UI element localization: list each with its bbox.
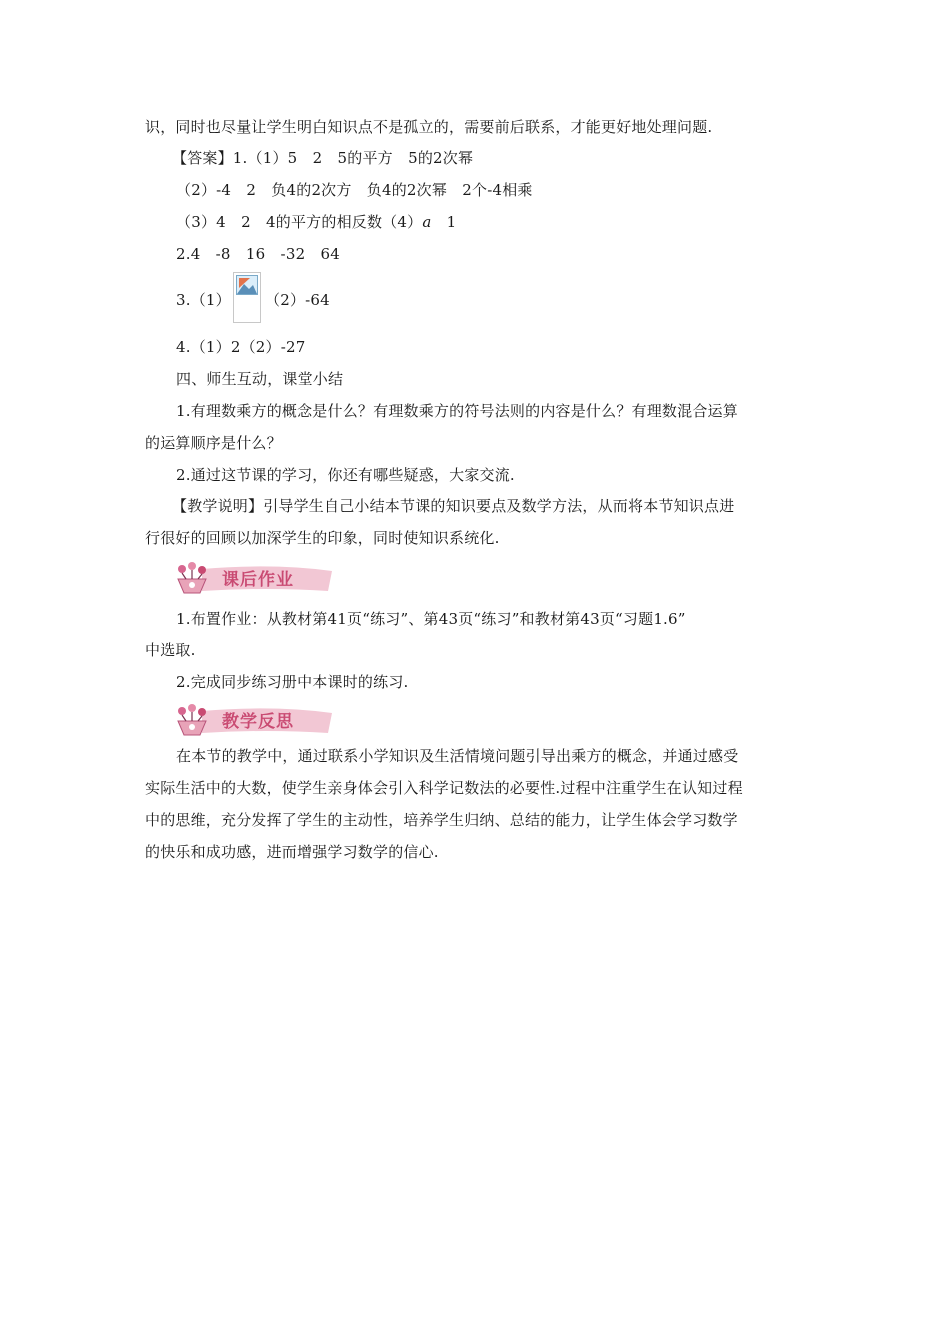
answer-line-1: 【答案】1.（1）5 2 5的平方 5的2次幂 xyxy=(172,149,474,167)
answer-line-4: 2.4 -8 16 -32 64 xyxy=(176,245,340,263)
answer-line-3-pre: （3）4 2 4的平方的相反数（4） xyxy=(176,213,423,231)
reflection-line-1: 在本节的教学中，通过联系小学知识及生活情境问题引导出乘方的概念，并通过感受 xyxy=(176,747,739,765)
answer-line-5-post: （2）-64 xyxy=(265,291,330,309)
answer-line-6: 4.（1）2（2）-27 xyxy=(176,338,306,356)
reflection-line-2: 实际生活中的大数，使学生亲身体会引入科学记数法的必要性.过程中注重学生在认知过程 xyxy=(145,779,743,797)
image-placeholder xyxy=(233,272,261,323)
question-2: 2.通过这节课的学习，你还有哪些疑惑，大家交流. xyxy=(176,466,515,484)
reflection-line-3: 中的思维，充分发挥了学生的主动性，培养学生归纳、总结的能力，让学生体会学习数学 xyxy=(145,811,738,829)
reflection-header xyxy=(172,703,342,737)
text-line-1: 识，同时也尽量让学生明白知识点不是孤立的，需要前后联系，才能更好地处理问题. xyxy=(145,118,713,136)
reflection-line-4: 的快乐和成功感，进而增强学习数学的信心. xyxy=(145,843,439,861)
homework-header xyxy=(172,561,342,595)
reflection-title: 教学反思 xyxy=(222,712,294,732)
variable-a: a xyxy=(422,213,432,231)
answer-line-5-pre: 3.（1） xyxy=(176,291,231,309)
homework-line-2: 中选取. xyxy=(145,641,196,659)
answer-line-2: （2）-4 2 负4的2次方 负4的2次幂 2个-4相乘 xyxy=(176,181,533,199)
homework-title: 课后作业 xyxy=(222,570,294,590)
section-heading-4: 四、师生互动，课堂小结 xyxy=(176,370,344,388)
note-line-1: 【教学说明】引导学生自己小结本节课的知识要点及数学方法，从而将本节知识点进 xyxy=(172,497,735,515)
image-placeholder-icon xyxy=(236,275,258,295)
answer-line-3-post: 1 xyxy=(431,213,457,231)
answer-line-3 xyxy=(176,212,836,232)
question-1-line-2: 的运算顺序是什么？ xyxy=(145,434,282,452)
homework-line-3: 2.完成同步练习册中本课时的练习. xyxy=(176,673,409,691)
homework-line-1: 1.布置作业：从教材第41页“练习”、第43页“练习”和教材第43页“习题1.6” xyxy=(176,610,686,628)
question-1-line-1: 1.有理数乘方的概念是什么？有理数乘方的符号法则的内容是什么？有理数混合运算 xyxy=(176,402,738,420)
note-line-2: 行很好的回顾以加深学生的印象，同时使知识系统化. xyxy=(145,529,500,547)
